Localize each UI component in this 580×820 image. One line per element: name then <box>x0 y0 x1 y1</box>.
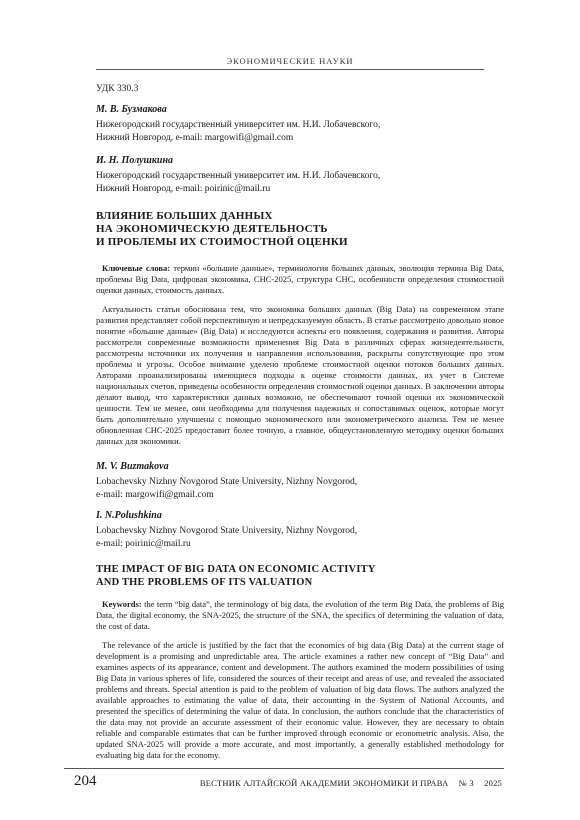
author-block-ru-1 <box>96 104 504 145</box>
author-name: М. В. Бузмакова <box>96 104 167 115</box>
author-block-ru-2 <box>96 155 504 196</box>
title-line: И ПРОБЛЕМЫ ИХ СТОИМОСТНОЙ ОЦЕНКИ <box>96 236 348 248</box>
keywords-text: термин «большие данные», терминология больших данных, эволюция термина Big Data, проблемы Big Data, цифровая экономика, СНС-2025, структура СНС, особенности определения стоимостной оценки данных, стоимость данных. <box>96 263 504 295</box>
author-affiliation: Нижегородский государственный университет им. Н.И. Лобачевского, <box>96 120 381 130</box>
author-contact: e-mail: margowifi@gmail.com <box>96 490 214 500</box>
abstract-en: The relevance of the article is justified by the fact that the economics of big data (Big Data) at the current stage of development is a promising and unpredictable area. The article examines a rather new concept of “Big Data” and examines aspects of its appearance, content and development. The authors examined the modern possibilities of using Big Data in various spheres of life, considered the sources of their receipt and areas of use, and revealed the associated problems and threats. Special attention is paid to the problem of valuation of big data flows. The authors analyzed the available approaches to estimating the value of data, their accounting in the System of National Accounts, and presented the specifics of determining the value of data. In conclusion, the authors conclude that the characteristics of the data may not provide an accurate assessment of their economic value. However, they are necessary to obtain reliable and comparable estimates that can be further improved through economic or econometric analysis. Also, the updated SNA-2025 will provide a more accurate, and most importantly, a generally established methodology for evaluating big data for the economy. <box>96 640 504 760</box>
author-name: И. Н. Полушкина <box>96 155 174 166</box>
author-affiliation: Нижегородский государственный университет им. Н.И. Лобачевского, <box>96 171 381 181</box>
title-line: AND THE PROBLEMS OF ITS VALUATION <box>96 577 313 588</box>
author-affiliation: Lobachevsky Nizhny Novgorod State University, Nizhny Novgorod, <box>96 477 358 487</box>
footer-rule <box>64 768 504 769</box>
keywords-label: Ключевые слова: <box>102 263 171 273</box>
journal-year: 2025 <box>484 778 502 788</box>
author-block-en-1 <box>96 461 504 502</box>
author-contact: Нижний Новгород, e-mail: margowifi@gmail.com <box>96 133 294 143</box>
author-name: M. V. Buzmakova <box>96 461 169 472</box>
header-rule <box>96 69 484 70</box>
english-section <box>96 461 504 761</box>
keywords-label: Keywords: <box>102 599 142 609</box>
article-title-en <box>96 563 504 589</box>
article-title-ru <box>96 210 504 249</box>
author-contact: e-mail: poirinic@mail.ru <box>96 539 191 549</box>
keywords-en <box>96 599 504 632</box>
title-line: НА ЭКОНОМИЧЕСКУЮ ДЕЯТЕЛЬНОСТЬ <box>96 223 328 235</box>
journal-issue: № 3 <box>458 778 474 788</box>
title-line: ВЛИЯНИЕ БОЛЬШИХ ДАННЫХ <box>96 210 273 222</box>
running-header: ЭКОНОМИЧЕСКИЕ НАУКИ <box>226 56 354 66</box>
udk-code: УДК 330.3 <box>96 84 139 94</box>
author-block-en-2 <box>96 510 504 551</box>
author-name: I. N.Polushkina <box>96 510 162 521</box>
journal-name: ВЕСТНИК АЛТАЙСКОЙ АКАДЕМИИ ЭКОНОМИКИ И ПРАВА <box>199 778 449 788</box>
page-number: 204 <box>74 773 97 789</box>
title-line: THE IMPACT OF BIG DATA ON ECONOMIC ACTIVITY <box>96 564 376 575</box>
keywords-text: the term “big data”, the terminology of big data, the evolution of the term Big Data, the problems of Big Data, the digital economy, the SNA-2025, the structure of the SNA, the specifics of determining the valuation of data, the cost of data. <box>96 599 504 631</box>
author-contact: Нижний Новгород, e-mail: poirinic@mail.ru <box>96 184 271 194</box>
abstract-ru: Актуальность статьи обоснована тем, что экономика больших данных (Big Data) на современном этапе развития представляет собой перспективную и непредсказуемую область. В статье рассмотрено довольно новое понятие «большие данные» (Big Data) и исследуются аспекты его появления, содержания и развития. Авторы рассмотрели современные возможности применения Big Data в различных сферах жизнедеятельности, рассмотрены источники их получения и направления использования, раскрыты сопутствующие про этом проблемы и угрозы. Особое внимание уделено проблеме стоимостной оценки потоков больших данных. Авторами проанализированы имеющиеся подходы к оценке стоимости данных, их учет в Системе национальных счетов, приведены особенности определения стоимостной оценки данных. В заключении авторы делают вывод, что характеристики данных возможно, не обеспечивают точной оценки их экономической ценности. Тем не менее, они необходимы для получения надежных и сопоставимых оценок, которые могут быть дополнительно улучшены с помощью экономического или эконометрического анализа. Тем не менее обновленная СНС-2025 предоставит более точную, а главное, общеустановленную методику оценки больших данных для экономики. <box>96 304 504 446</box>
keywords-ru <box>96 263 504 296</box>
author-affiliation: Lobachevsky Nizhny Novgorod State University, Nizhny Novgorod, <box>96 526 358 536</box>
article-content <box>96 82 504 761</box>
journal-footer <box>192 778 502 788</box>
